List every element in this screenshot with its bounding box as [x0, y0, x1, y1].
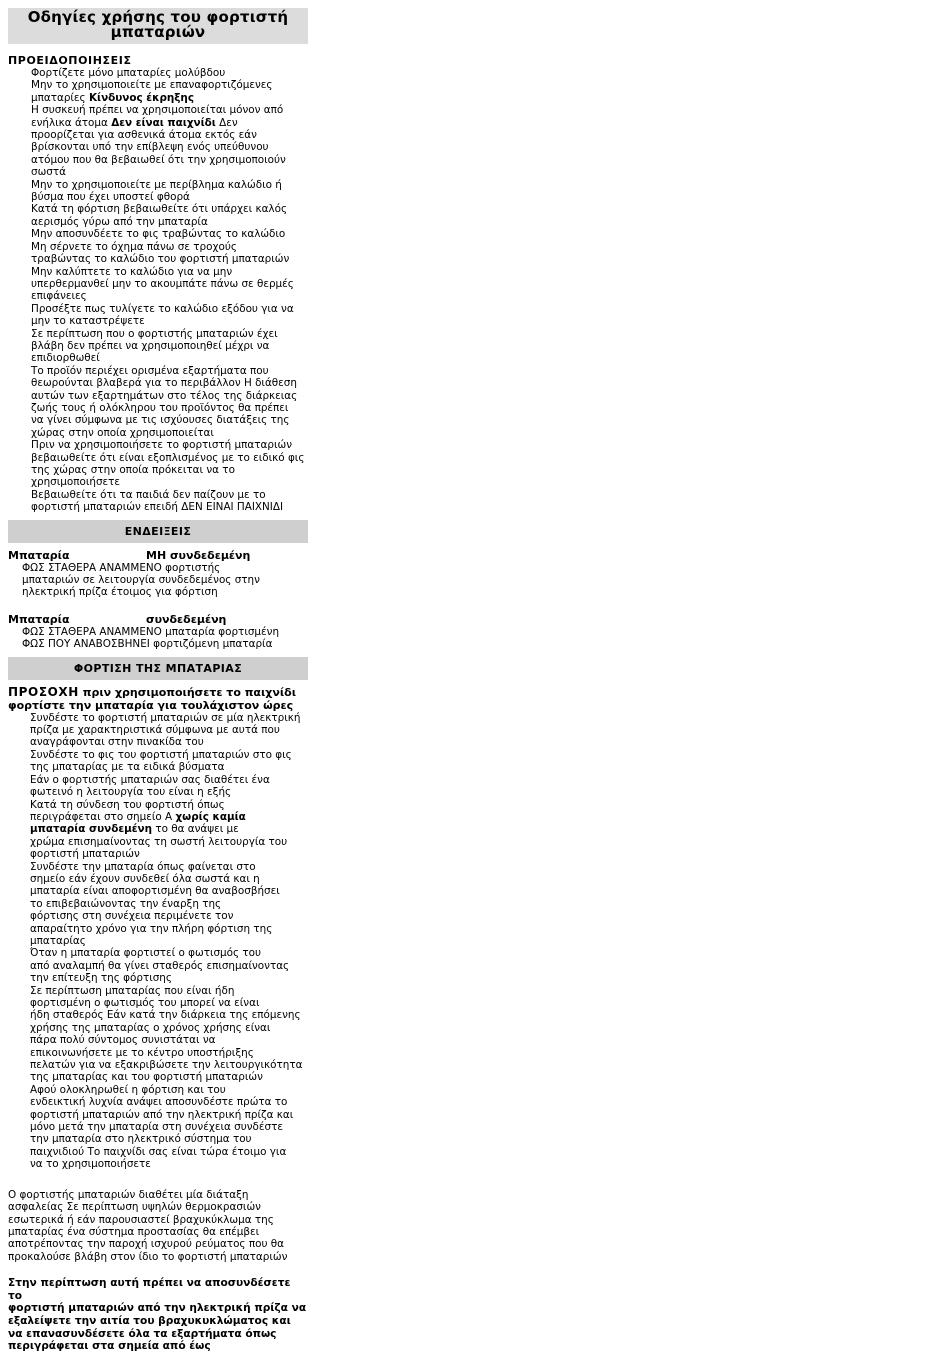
indication-text: [8, 626, 308, 651]
attention-label: ΠΡΟΣΟΧΗ: [8, 684, 79, 699]
warning-line: ενήλικα άτομα Δεν είναι παιχνίδι Δεν: [31, 116, 238, 129]
warning-line: αυτών των εξαρτημάτων στο τέλος της διάρκειας: [31, 389, 298, 402]
warning-line: Προσέξτε πως τυλίγετε το καλώδιο εξόδου για να: [31, 302, 294, 315]
warning-line: τραβώντας το καλώδιο του φορτιστή μπαταριών: [31, 253, 290, 266]
warning-line: μην το καταστρέψετε: [31, 315, 145, 328]
warning-line: θεωρούνται βλαβερά για το περιβάλλον Η διάθεση: [31, 377, 297, 390]
charging-heading: ΦΟΡΤΙΣΗ ΤΗΣ ΜΠΑΤΑΡΙΑΣ: [8, 657, 308, 680]
indication-line: μπαταριών σε λειτουργία συνδεδεμένος στην: [22, 574, 260, 587]
warning-line: επιφάνειες: [31, 290, 87, 303]
warning-line: προορίζεται για ασθενικά άτομα εκτός εάν: [31, 129, 257, 142]
title-line-1: Οδηγίες χρήσης του φορτιστή: [27, 8, 289, 26]
warning-line: Μην το χρησιμοποιείτε με περίβλημα καλώδιο ή: [31, 178, 282, 191]
indication-battery-disconnected: [8, 549, 308, 562]
indication-line: ΦΩΣ ΣΤΑΘΕΡΑ ΑΝΑΜΜΕΝΟ μπαταρία φορτισμένη: [22, 625, 280, 638]
warning-line: σωστά: [31, 166, 66, 179]
indication-label: Μπαταρία: [8, 548, 70, 562]
warning-line: Πριν να χρησιμοποιήσετε το φορτιστή μπαταριών: [31, 439, 292, 452]
attention-note: ΠΡΟΣΟΧΗ πριν χρησιμοποιήσετε το παιχνίδι φορτίστε την μπαταρία για τουλάχιστον ώρες: [8, 684, 296, 712]
warning-line: Μην καλύπτετε το καλώδιο για να μην: [31, 265, 233, 278]
warning-line: της χώρας στην οποία πρόκειται να το: [31, 464, 235, 476]
warnings-heading: ΠΡΟΕΙΔΟΠΟΙΗΣΕΙΣ: [8, 54, 132, 67]
warning-line: Κατά τη φόρτιση βεβαιωθείτε ότι υπάρχει καλός: [31, 203, 288, 216]
warning-line: χώρας στην οποία χρησιμοποιείται: [31, 426, 214, 439]
indication-line: ηλεκτρική πρίζα έτοιμος για φόρτιση: [22, 586, 218, 599]
warning-line: Μη σέρνετε το όχημα πάνω σε τροχούς: [31, 240, 237, 253]
warning-line: Βεβαιωθείτε ότι τα παιδιά δεν παίζουν με το: [31, 488, 266, 501]
warning-line: Το προϊόν περιέχει ορισμένα εξαρτήματα που: [31, 364, 269, 377]
indication-state: συνδεδεμένη: [146, 612, 227, 626]
explosion-danger: Κίνδυνος έκρηξης: [88, 91, 194, 104]
warning-line: επιδιορθωθεί: [31, 352, 100, 365]
final-instruction: Στην περίπτωση αυτή πρέπει να αποσυνδέσετε το φορτιστή μπαταριών από την ηλεκτρική πρίζα να εξαλείψετε την αιτία του βραχυκυκλώματος και να επανασυνδέσετε όλα τα εξαρτήματα όπως περιγράφεται στα σημεία από έως: [8, 1277, 307, 1353]
not-a-toy: Δεν είναι παιχνίδι: [111, 116, 216, 129]
warning-line: ζωής τους ή ολόκληρου του προϊόντος θα πρέπει: [31, 401, 289, 414]
indication-state: ΜΗ συνδεδεμένη: [146, 548, 251, 562]
manual-column: [8, 8, 308, 1353]
indication-battery-connected: [8, 613, 308, 626]
title-line-2: μπαταριών: [110, 23, 206, 41]
warning-line: Σε περίπτωση που ο φορτιστής μπαταριών έχει: [31, 327, 278, 340]
warning-line: Φορτίζετε μόνο μπαταρίες μολύβδου: [31, 67, 226, 79]
warning-line: υπερθερμανθεί μην το ακουμπάτε πάνω σε θερμές: [31, 277, 294, 290]
indication-label: Μπαταρία: [8, 612, 70, 626]
warning-line: βύσμα που έχει υποστεί φθορά: [31, 191, 190, 204]
warning-line: βεβαιωθείτε ότι είναι εξοπλισμένος με το ειδικό φις: [31, 451, 305, 464]
indication-line: ΦΩΣ ΣΤΑΘΕΡΑ ΑΝΑΜΜΕΝΟ φορτιστής: [22, 561, 221, 574]
safety-paragraph: Ο φορτιστής μπαταριών διαθέτει μία διάταξη ασφαλείας Σε περίπτωση υψηλών θερμοκρασιών εσωτερικά ή εάν παρουσιαστεί βραχυκύκλωμα της μπαταρίας ένα σύστημα προστασίας θα επέμβει αποτρέποντας την παροχή ισχυρού ρεύματος που θα προκαλούσε βλάβη στον ίδιο το φορτιστή μπαταριών: [8, 1188, 288, 1263]
warning-line: βρίσκονται υπό την επίβλεψη ενός υπεύθυνου: [31, 141, 269, 154]
warning-line: Μην το χρησιμοποιείτε με επαναφορτιζόμενες: [31, 79, 273, 92]
page-title: [8, 8, 308, 44]
warnings-list: [8, 67, 308, 514]
warning-line: μπαταρίες Κίνδυνος έκρηξης: [31, 91, 194, 104]
warning-line: αερισμός γύρω από την μπαταρία: [31, 215, 208, 228]
warning-line: φορτιστή μπαταριών επειδή ΔΕΝ ΕΙΝΑΙ ΠΑΙΧΝΙΔΙ: [31, 501, 284, 514]
warning-line: να γίνει σύμφωνα με τις ισχύουσες διατάξεις της: [31, 414, 290, 427]
warning-line: βλάβη δεν πρέπει να χρησιμοποιηθεί μέχρι να: [31, 339, 270, 352]
warning-line: Μην αποσυνδέετε το φις τραβώντας το καλώδιο: [31, 228, 286, 241]
warning-line: Η συσκευή πρέπει να χρησιμοποιείται μόνον από: [31, 104, 284, 117]
warning-line: χρησιμοποιήσετε: [31, 476, 121, 489]
warning-line: ατόμου που θα βεβαιωθεί ότι την χρησιμοποιούν: [31, 153, 286, 166]
indications-heading: ΕΝΔΕΙΞΕΙΣ: [8, 520, 308, 543]
charging-steps: Συνδέστε το φορτιστή μπαταριών σε μία ηλεκτρική πρίζα με χαρακτηριστικά σύμφωνα με αυτά που αναγράφονται στην πινακίδα του Συνδέστε το φις του φορτιστή μπαταριών στο φις της μπαταρίας με τα ειδικά βύσματα Εάν ο φορτιστής μπαταριών σας διαθέτει ένα φωτεινό η λειτουργία του είναι η εξής Κατά τη σύνδεση του φορτιστή όπως περιγράφεται στο σημείο Α χωρίς καμία μπαταρία συνδεμένη το θα ανάψει με χρώμα επισημαίνοντας τη σωστή λειτουργία του φορτιστή μπαταριών Συνδέστε την μπαταρία όπως φαίνεται στο σημείο εάν έχουν συνδεθεί όλα σωστά και η μπαταρία είναι αποφορτισμένη θα αναβοσβήσει το επιβεβαιώνοντας την έναρξη της φόρτισης στη συνέχεια περιμένετε τον απαραίτητο χρόνο για την πλήρη φόρτιση της μπαταρίας Όταν η μπαταρία φορτιστεί ο φωτισμός του από αναλαμπή θα γίνει σταθερός επισημαίνοντας την επίτευξη της φόρτισης Σε περίπτωση μπαταρίας που είναι ήδη φορτισμένη ο φωτισμός του μπορεί να είναι ήδη σταθερός Εάν κατά την διάρκεια της επόμενης χρήσης της μπαταρίας ο χρόνος χρήσης είναι πάρα πολύ σύντομος συνιστάται να επικοινωνήσετε με το κέντρο υποστήριξης πελατών για να εξακριβώσετε την λειτουργικότητα της μπαταρίας και του φορτιστή μπαταριών Αφού ολοκληρωθεί η φόρτιση και του ενδεικτική λυχνία ανάψει αποσυνδέστε πρώτα το φορτιστή μπαταριών από την ηλεκτρική πρίζα και μόνο μετά την μπαταρία στη συνέχεια συνδέστε την μπαταρία στο ηλεκτρικό σύστημα του παιχνιδιού Το παιχνίδι σας είναι τώρα έτοιμο για να το χρησιμοποιήσετε: [30, 711, 303, 1171]
indication-text: [8, 562, 308, 599]
indication-line: ΦΩΣ ΠΟΥ ΑΝΑΒΟΣΒΗΝΕΙ φορτιζόμενη μπαταρία: [22, 638, 273, 651]
